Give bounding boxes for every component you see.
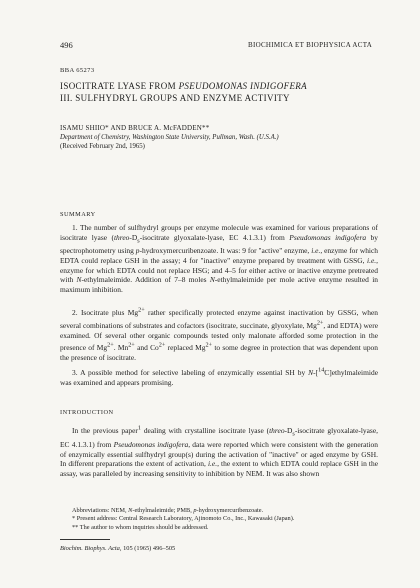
running-title: BIOCHIMICA ET BIOPHYSICA ACTA xyxy=(248,41,373,49)
received-date: (Received February 2nd, 1965) xyxy=(60,143,145,150)
article-code: BBA 65273 xyxy=(60,67,95,74)
introduction-heading: INTRODUCTION xyxy=(60,409,114,416)
summary-paragraph-2 xyxy=(60,306,378,362)
footnote-correspondence: ** The author to whom inquiries should be addressed. xyxy=(72,523,209,531)
footnotes xyxy=(60,507,378,532)
affiliation: Department of Chemistry, Washington State University, Pullman, Wash. (U.S.A.) xyxy=(60,134,279,141)
summary-p2-text: 2. Isocitrate plus $Mg^{2+}$ rather specifically protected enzyme against inactivation by GSSG, when several combinations of substrates and cofactors (isocitrate, succinate, glyoxylate, $Mg^{2+}$, and EDTA) were examined. Of several other organic compounds tested only malonate afforded some protection in the presence of $Mg^{2+}$. $Mn^{2+}$ and $Co^{2+}$ replaced $Mg^{2+}$ to some degree in protection that was dependent upon the presence of isocitrate. xyxy=(60,307,379,362)
footnote-abbreviations: Abbreviations: NEM, N-ethylmaleimide; PMB, p-hydroxymercuribenzoate. xyxy=(72,507,264,514)
authors: ISAMU SHIIO* AND BRUCE A. McFADDEN** xyxy=(60,124,210,132)
footer-divider xyxy=(60,539,110,540)
introduction-p1-text: In the previous paper$^1$ dealing with crystalline isocitrate lyase ($threo-D_s$-isocitrate glyoxalate-lyase, EC 4.1.3.1) from Pseudomonas indigofera, data were reported which were consistent with the generation of enzymically essential sulfhydryl group(s) during the activation of "inactive" or aged enzyme by GSH. In different preparations the extent of activation, i.e., the extent to which EDTA could replace GSH in the assay, was paralleled by increasing sensitivity to inhibition by NEM. It was also shown xyxy=(60,425,378,479)
summary-heading: SUMMARY xyxy=(60,211,96,218)
title-text: ISOCITRATE LYASE FROM xyxy=(60,81,179,91)
summary-paragraph-1 xyxy=(60,223,378,295)
article-title-line1 xyxy=(60,81,307,91)
article-title-line2: III. SULFHYDRYL GROUPS AND ENZYME ACTIVITY xyxy=(60,93,290,103)
title-organism: PSEUDOMONAS INDIGOFERA xyxy=(178,81,307,91)
summary-paragraph-3 xyxy=(60,366,378,388)
page-number: 496 xyxy=(60,40,73,50)
summary-p3-text: 3. A possible method for selective labeling of enzymically essential SH by N-[$^{14}$C]ethylmaleimide was examined and appears promising. xyxy=(60,367,378,388)
introduction-paragraph-1 xyxy=(60,424,378,479)
summary-p1-text: 1. The number of sulfhydryl groups per enzyme molecule was examined for various preparations of isocitrate lyase ($threo-D_s$-isocitrate glyoxalate-lyase, EC 4.1.3.1) from Pseudomonas indigofera by spectrophotometry using p-hydroxymercuribenzoate. It was: 9 for "active" enzyme, i.e., enzyme for which EDTA could replace GSH in the assay; 4 for "inactive" enzyme prepared by treatment with GSSG, i.e., enzyme for which EDTA could not replace HSG; and 4–5 for either active or inactive enzyme pretreated with N-ethylmaleimide. Addition of 7–8 moles N-ethylmaleimide per mole active enzyme resulted in maximum inhibition. xyxy=(60,223,378,295)
footnote-present-address: * Present address: Central Research Laboratory, Ajinomoto Co., Inc., Kawasaki (Japan). xyxy=(72,515,295,523)
journal-citation: Biochim. Biophys. Acta, 105 (1965) 496–505 xyxy=(60,545,176,552)
